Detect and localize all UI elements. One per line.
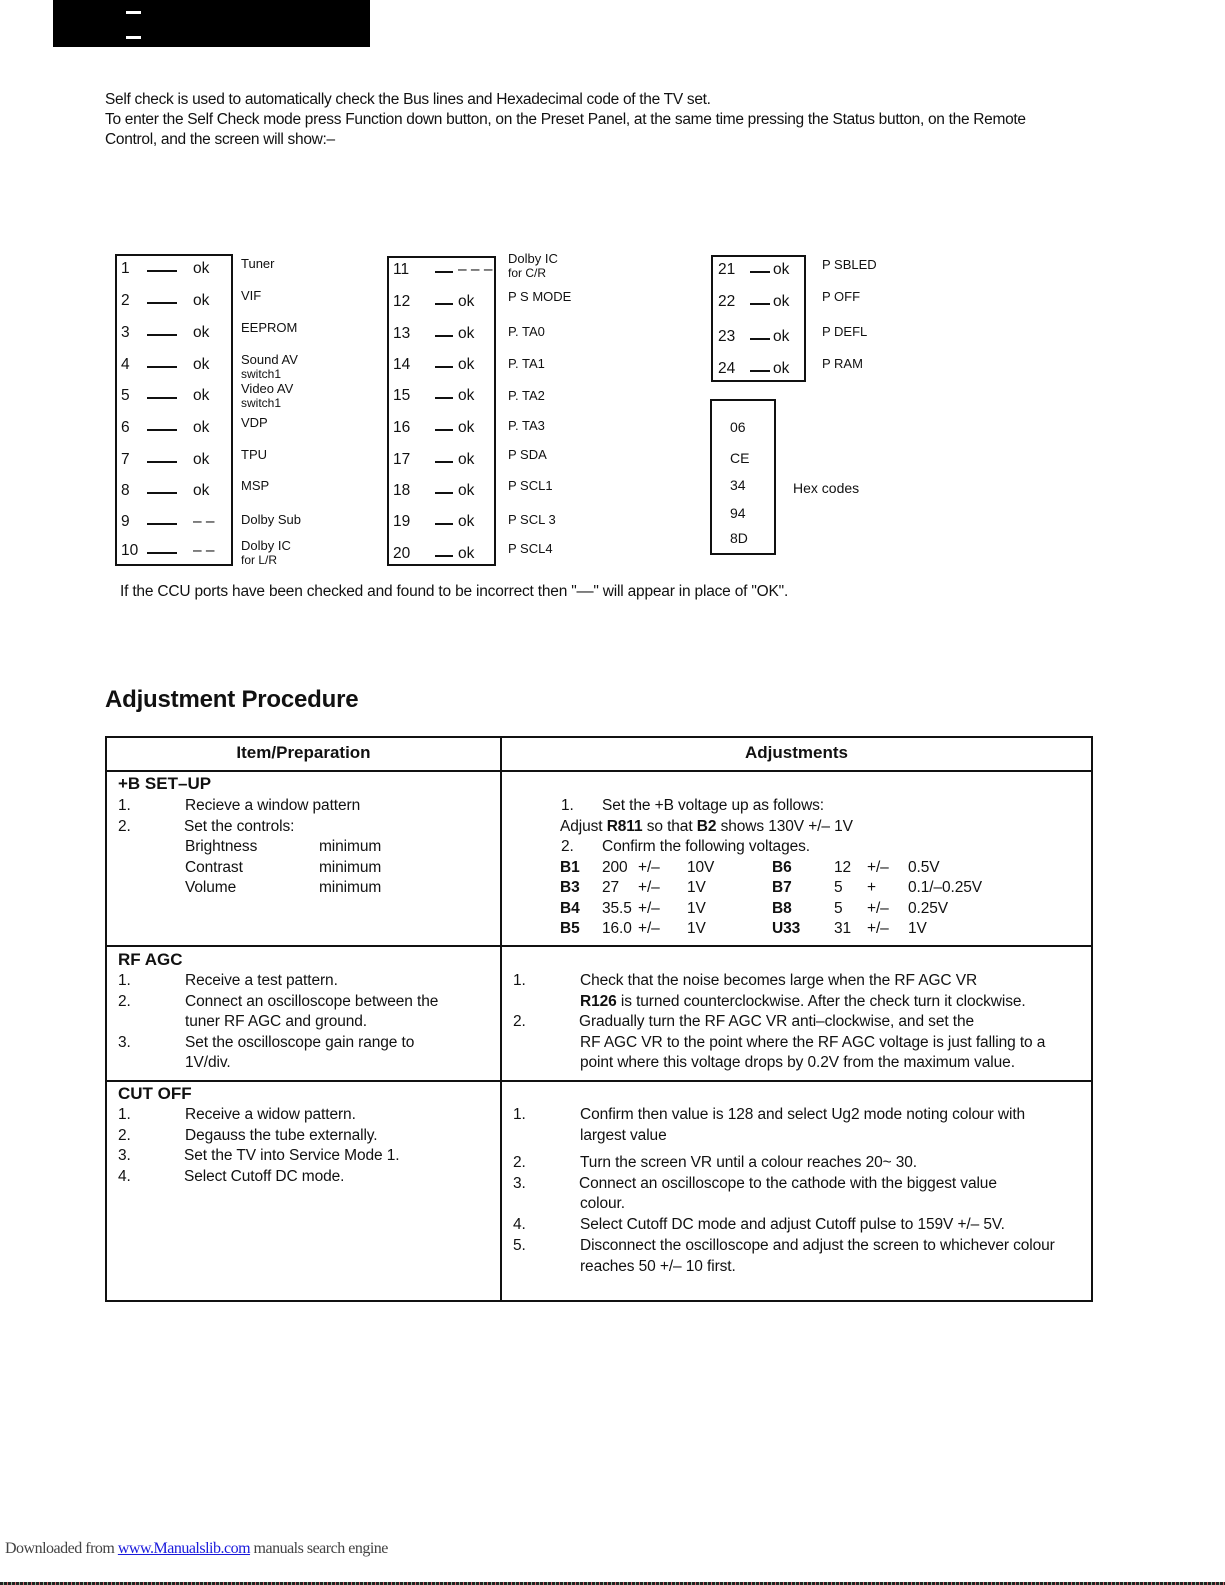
footer-prefix: Downloaded from <box>5 1540 118 1557</box>
port-label: P S MODE <box>508 289 572 304</box>
manualslib-link[interactable]: www.Manualslib.com <box>117 1540 251 1557</box>
port-number: 1 <box>121 260 130 277</box>
port-status: ok <box>193 292 210 309</box>
adj-text: Select Cutoff DC mode and adjust Cutoff pulse to 159V +/– 5V. <box>580 1216 1005 1233</box>
voltage-v: 16.0 <box>602 920 632 937</box>
prep-text: Set the oscilloscope gain range to <box>185 1034 415 1051</box>
dash-line <box>435 461 453 463</box>
voltage-tol: 10V <box>687 859 715 876</box>
prep-num: 1. <box>118 797 131 814</box>
dash-line <box>147 270 177 272</box>
hex-code: 8D <box>730 530 748 546</box>
voltage-v: 27 <box>602 879 620 896</box>
adj-text: RF AGC VR to the point where the RF AGC voltage is just falling to a <box>580 1034 1046 1051</box>
adj-text: largest value <box>580 1127 667 1144</box>
section-rf-agc-title: RF AGC <box>118 950 183 969</box>
dash-line <box>750 338 770 340</box>
dash-line <box>435 366 453 368</box>
voltage-tol: 0.1/–0.25V <box>908 879 982 896</box>
port-status: ok <box>773 328 790 345</box>
port-status: ok <box>773 360 790 377</box>
port-status: – – <box>193 542 215 559</box>
dash-line <box>147 492 177 494</box>
port-status: ok <box>193 324 210 341</box>
voltage-v: 31 <box>834 920 852 937</box>
port-label: P SCL4 <box>508 541 553 556</box>
port-status: ok <box>193 419 210 436</box>
prep-text: 1V/div. <box>185 1054 231 1071</box>
port-number: 4 <box>121 356 130 373</box>
dash-line <box>147 429 177 431</box>
adj-text: Turn the screen VR until a colour reaches 20~ 30. <box>580 1154 918 1171</box>
prep-text: Set the controls: <box>184 818 295 835</box>
adj-text: Disconnect the oscilloscope and adjust the screen to whichever colour <box>580 1237 1055 1254</box>
port-status: ok <box>458 293 475 310</box>
port-status: ok <box>458 387 475 404</box>
port-number: 11 <box>393 261 410 278</box>
prep-text: Select Cutoff DC mode. <box>184 1168 345 1185</box>
prep-text: Receive a widow pattern. <box>185 1106 356 1123</box>
port-number: 17 <box>393 451 411 468</box>
port-number: 7 <box>121 451 130 468</box>
port-number: 3 <box>121 324 130 341</box>
dash-line <box>435 303 453 305</box>
voltage-v: 35.5 <box>602 900 632 917</box>
prep-text: tuner RF AGC and ground. <box>185 1013 367 1030</box>
dash-line <box>147 397 177 399</box>
adj-text: Connect an oscilloscope to the cathode with the biggest value <box>579 1175 997 1192</box>
adj-text: Set the +B voltage up as follows: <box>602 797 825 814</box>
voltage-v: 200 <box>602 859 628 876</box>
port-number: 5 <box>121 387 130 404</box>
voltage-pm: +/– <box>867 920 889 937</box>
prep-num: 2. <box>118 1127 131 1144</box>
adj-num: 1. <box>513 1106 526 1123</box>
voltage-id: U33 <box>772 920 801 937</box>
dash-line <box>435 523 453 525</box>
control-name: Brightness <box>185 838 258 855</box>
voltage-id: B8 <box>772 900 792 917</box>
port-number: 22 <box>718 293 736 310</box>
port-label: P DEFL <box>822 324 868 339</box>
adj-text: point where this voltage drops by 0.2V from the maximum value. <box>580 1054 1015 1071</box>
voltage-pm: + <box>867 879 876 896</box>
adj-text: Adjust R811 so that B2 shows 130V +/– 1V <box>560 818 853 835</box>
port-label: P RAM <box>822 356 863 371</box>
voltage-v: 12 <box>834 859 852 876</box>
adj-num: 2. <box>513 1154 526 1171</box>
prep-text: Recieve a window pattern <box>185 797 361 814</box>
port-label: P SDA <box>508 447 547 462</box>
section-cut-off-title: CUT OFF <box>118 1084 192 1103</box>
port-number: 23 <box>718 328 736 345</box>
prep-num: 2. <box>118 818 131 835</box>
adj-text: Gradually turn the RF AGC VR anti–clockwise, and set the <box>579 1013 975 1030</box>
port-number: 20 <box>393 545 411 562</box>
adj-text: Confirm then value is 128 and select Ug2 mode noting colour with <box>580 1106 1026 1123</box>
adj-text: colour. <box>580 1195 625 1212</box>
port-number: 15 <box>393 387 411 404</box>
port-status: ok <box>458 419 475 436</box>
voltage-v: 5 <box>834 900 843 917</box>
port-number: 19 <box>393 513 411 530</box>
port-number: 9 <box>121 513 130 530</box>
header-item-preparation: Item/Preparation <box>236 743 371 762</box>
prep-num: 1. <box>118 1106 131 1123</box>
port-label: Video AV switch1 <box>241 381 294 410</box>
port-label: P. TA2 <box>508 388 545 403</box>
intro-line: To enter the Self Check mode press Function down button, on the Preset Panel, at the same time pressing the Status button, on the Remote <box>105 111 1026 128</box>
hex-codes-box <box>710 399 776 555</box>
prep-num: 2. <box>118 993 131 1010</box>
port-number: 6 <box>121 419 130 436</box>
prep-num: 3. <box>118 1147 131 1164</box>
port-number: 13 <box>393 325 411 342</box>
adj-num: 2. <box>561 838 574 855</box>
port-label: Dolby Sub <box>241 512 301 527</box>
port-number: 12 <box>393 293 411 310</box>
voltage-tol: 1V <box>687 920 706 937</box>
voltage-pm: +/– <box>638 900 660 917</box>
voltage-id: B3 <box>560 879 580 896</box>
port-status: ok <box>193 482 210 499</box>
voltage-tol: 1V <box>908 920 927 937</box>
section-title: Adjustment Procedure <box>105 686 359 713</box>
port-label: Dolby IC for L/R <box>241 538 291 567</box>
header-adjustments: Adjustments <box>745 743 848 762</box>
dash-line <box>750 303 770 305</box>
control-value: minimum <box>319 879 382 896</box>
port-status: ok <box>773 261 790 278</box>
adj-text: Check that the noise becomes large when the RF AGC VR <box>580 972 978 989</box>
prep-num: 3. <box>118 1034 131 1051</box>
intro-line: Control, and the screen will show:– <box>105 131 335 148</box>
port-number: 16 <box>393 419 411 436</box>
port-label: P. TA3 <box>508 418 545 433</box>
adjustment-table <box>105 736 1093 1302</box>
voltage-pm: +/– <box>867 900 889 917</box>
prep-text: Degauss the tube externally. <box>185 1127 378 1144</box>
hex-codes-label: Hex codes <box>793 480 860 496</box>
column-divider <box>500 738 502 1300</box>
hex-code: CE <box>730 450 750 466</box>
dash-line <box>435 271 453 273</box>
header-dash <box>126 36 141 39</box>
port-label: Tuner <box>241 256 275 271</box>
port-number: 14 <box>393 356 411 373</box>
port-status: ok <box>458 545 475 562</box>
dash-line <box>147 302 177 304</box>
port-label: MSP <box>241 478 270 493</box>
port-label: TPU <box>241 447 267 462</box>
port-status: ok <box>193 451 210 468</box>
port-number: 2 <box>121 292 130 309</box>
port-status: – – <box>193 513 215 530</box>
adj-text: R126 is turned counterclockwise. After the check turn it clockwise. <box>580 993 1026 1010</box>
port-label: P SBLED <box>822 257 877 272</box>
dash-line <box>435 492 453 494</box>
port-number: 21 <box>718 261 736 278</box>
control-name: Volume <box>185 879 237 896</box>
port-number: 10 <box>121 542 139 559</box>
port-status: ok <box>773 293 790 310</box>
dash-line <box>435 397 453 399</box>
voltage-v: 5 <box>834 879 843 896</box>
control-value: minimum <box>319 859 382 876</box>
voltage-pm: +/– <box>638 859 660 876</box>
ccu-note: If the CCU ports have been checked and found to be incorrect then "––" will appear in place of "OK". <box>120 583 789 600</box>
prep-num: 4. <box>118 1168 131 1185</box>
port-status: – – – <box>458 261 493 278</box>
port-label: Dolby IC for C/R <box>508 251 558 280</box>
port-status: ok <box>458 356 475 373</box>
port-status: ok <box>193 387 210 404</box>
footer-suffix: manuals search engine <box>250 1540 388 1557</box>
port-number: 18 <box>393 482 411 499</box>
adj-num: 1. <box>561 797 574 814</box>
intro-text <box>105 90 1165 150</box>
row-divider <box>107 770 1091 772</box>
port-status: ok <box>193 356 210 373</box>
port-status: ok <box>458 513 475 530</box>
dash-line <box>435 429 453 431</box>
voltage-pm: +/– <box>638 920 660 937</box>
control-value: minimum <box>319 838 382 855</box>
dash-line <box>750 370 770 372</box>
control-name: Contrast <box>185 859 243 876</box>
hex-code: 06 <box>730 419 746 435</box>
voltage-id: B7 <box>772 879 792 896</box>
adj-text: reaches 50 +/– 10 first. <box>580 1258 736 1275</box>
prep-text: Set the TV into Service Mode 1. <box>184 1147 400 1164</box>
port-label: P SCL1 <box>508 478 553 493</box>
port-label: EEPROM <box>241 320 298 335</box>
header-bar <box>53 0 370 47</box>
dash-line <box>147 366 177 368</box>
prep-num: 1. <box>118 972 131 989</box>
adj-num: 5. <box>513 1237 526 1254</box>
port-label: P OFF <box>822 289 861 304</box>
port-label: P. TA0 <box>508 324 545 339</box>
port-status: ok <box>458 325 475 342</box>
adj-num: 1. <box>513 972 526 989</box>
voltage-id: B1 <box>560 859 580 876</box>
port-label: P SCL 3 <box>508 512 556 527</box>
voltage-pm: +/– <box>638 879 660 896</box>
self-check-box-1 <box>115 254 233 566</box>
voltage-tol: 1V <box>687 879 706 896</box>
prep-text: Connect an oscilloscope between the <box>185 993 439 1010</box>
dash-line <box>147 523 177 525</box>
adj-num: 2. <box>513 1013 526 1030</box>
voltage-tol: 0.25V <box>908 900 949 917</box>
intro-line: Self check is used to automatically check the Bus lines and Hexadecimal code of the TV set. <box>105 91 711 108</box>
adj-num: 4. <box>513 1216 526 1233</box>
row-divider <box>107 945 1091 947</box>
section-b-setup-title: +B SET–UP <box>118 774 212 793</box>
hex-code: 94 <box>730 505 746 521</box>
adj-text: Confirm the following voltages. <box>602 838 810 855</box>
port-status: ok <box>458 482 475 499</box>
dash-line <box>435 335 453 337</box>
dash-line <box>750 271 770 273</box>
adj-num: 3. <box>513 1175 526 1192</box>
dash-line <box>147 461 177 463</box>
dash-line <box>435 555 453 557</box>
port-label: VIF <box>241 288 262 303</box>
port-label: VDP <box>241 415 268 430</box>
port-status: ok <box>193 260 210 277</box>
port-number: 8 <box>121 482 130 499</box>
port-number: 24 <box>718 360 736 377</box>
voltage-tol: 1V <box>687 900 706 917</box>
voltage-tol: 0.5V <box>908 859 940 876</box>
prep-text: Receive a test pattern. <box>185 972 338 989</box>
port-label: Sound AV switch1 <box>241 352 298 381</box>
hex-code: 34 <box>730 477 746 493</box>
port-label: P. TA1 <box>508 356 545 371</box>
voltage-id: B5 <box>560 920 580 937</box>
dash-line <box>147 334 177 336</box>
header-dash <box>126 11 141 14</box>
voltage-pm: +/– <box>867 859 889 876</box>
port-status: ok <box>458 451 475 468</box>
dash-line <box>147 552 177 554</box>
voltage-id: B6 <box>772 859 792 876</box>
row-divider <box>107 1080 1091 1082</box>
footer <box>5 1540 388 1558</box>
voltage-id: B4 <box>560 900 580 917</box>
